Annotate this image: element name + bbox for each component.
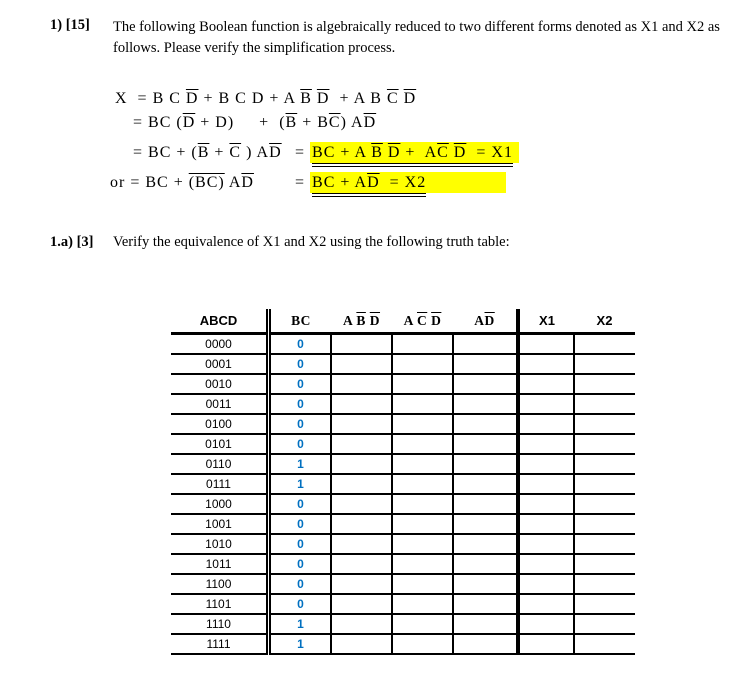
- abcd-cell-1010: 1010: [171, 534, 269, 554]
- x2-cell-0111: [574, 474, 635, 494]
- x2-cell-0101: [574, 434, 635, 454]
- table-row-0001: [171, 354, 635, 374]
- overline-term: $\overline{D}$: [367, 174, 380, 191]
- bc-cell-1101: 0: [269, 594, 332, 614]
- equation-line-3-part-0: = BC + ($\overline{B} + \overline{C}$ ) $A\overline{D}$: [133, 144, 282, 161]
- table-row-0000: [171, 334, 635, 355]
- a-bbar-dbar-term-cell-0101: [331, 434, 392, 454]
- double-underline: BC + $A\overline{D} = X2$: [312, 174, 426, 197]
- a-dbar-term-cell-0101: [453, 434, 518, 454]
- x2-cell-1000: [574, 494, 635, 514]
- overline-term: $\overline{D}$: [453, 144, 467, 161]
- abcd-cell-0110: 0110: [171, 454, 269, 474]
- a-cbar-dbar-term-cell-1100: [392, 574, 453, 594]
- a-bbar-dbar-term-cell-0010: [331, 374, 392, 394]
- table-row-0110: [171, 454, 635, 474]
- table-row-1010: [171, 534, 635, 554]
- a-bbar-dbar-term-cell-0000: [331, 334, 392, 355]
- a-dbar-term-cell-0010: [453, 374, 518, 394]
- x1-cell-1011: [518, 554, 574, 574]
- a-cbar-dbar-term-cell-0100: [392, 414, 453, 434]
- overline-term: $\overline{B}$: [285, 114, 298, 131]
- abcd-cell-0001: 0001: [171, 354, 269, 374]
- x2-cell-0010: [574, 374, 635, 394]
- a-bbar-dbar-term-column-header: A $\overline{B}$ $\overline{D}$: [331, 309, 392, 334]
- abcd-cell-0000: 0000: [171, 334, 269, 355]
- truth-table-header-row: [171, 309, 635, 334]
- a-dbar-term-cell-0001: [453, 354, 518, 374]
- x2-cell-0011: [574, 394, 635, 414]
- subproblem-statement: Verify the equivalence of X1 and X2 using the following truth table:: [113, 234, 510, 250]
- abcd-cell-0100: 0100: [171, 414, 269, 434]
- equation-line-4: [110, 174, 506, 192]
- overline-term: $\overline{B}$: [197, 144, 210, 161]
- a-dbar-term-cell-1000: [453, 494, 518, 514]
- bc-cell-1111: 1: [269, 634, 332, 654]
- overline-term: $\overline{B}$: [300, 90, 312, 107]
- overline-term: $\overline{C}$: [417, 312, 428, 328]
- x1-cell-1110: [518, 614, 574, 634]
- overline-term: $\overline{D}$: [185, 90, 199, 107]
- a-bbar-dbar-term-cell-1000: [331, 494, 392, 514]
- a-cbar-dbar-term-cell-1001: [392, 514, 453, 534]
- x2-cell-1100: [574, 574, 635, 594]
- overline-term: $\overline{D}$: [316, 90, 330, 107]
- a-cbar-dbar-term-cell-0010: [392, 374, 453, 394]
- table-row-0100: [171, 414, 635, 434]
- a-dbar-term-cell-0011: [453, 394, 518, 414]
- x1-cell-1100: [518, 574, 574, 594]
- bc-column-header: BC: [269, 309, 332, 334]
- a-cbar-dbar-term-cell-0111: [392, 474, 453, 494]
- a-dbar-term-column-header: $A\overline{D}$: [453, 309, 518, 334]
- overline-term: $\overline{D}$: [363, 114, 377, 131]
- subproblem-number: 1.a) [3]: [50, 234, 94, 250]
- x1-cell-0110: [518, 454, 574, 474]
- x2-column-header: X2: [574, 309, 635, 334]
- equation-line-3-part-1: =: [295, 144, 311, 161]
- overline-term: $\overline{B}$: [371, 144, 383, 161]
- bc-cell-1010: 0: [269, 534, 332, 554]
- a-bbar-dbar-term-cell-1110: [331, 614, 392, 634]
- abcd-cell-1101: 1101: [171, 594, 269, 614]
- equation-line-2-part-0: = BC $(\overline{D} + D)$ + $(\overline{B} + B\overline{C})$ $A\overline{D}$: [133, 114, 377, 131]
- a-dbar-term-cell-0100: [453, 414, 518, 434]
- overline-term: $\overline{D}$: [369, 312, 381, 328]
- x1-cell-0101: [518, 434, 574, 454]
- overline-term: $\overline{D}$: [269, 144, 282, 161]
- a-dbar-term-cell-1110: [453, 614, 518, 634]
- a-dbar-term-cell-1111: [453, 634, 518, 654]
- x2-cell-0100: [574, 414, 635, 434]
- abcd-cell-0011: 0011: [171, 394, 269, 414]
- overline-term: (BC): [188, 174, 225, 191]
- a-cbar-dbar-term-cell-0101: [392, 434, 453, 454]
- a-bbar-dbar-term-cell-0001: [331, 354, 392, 374]
- table-row-1011: [171, 554, 635, 574]
- x1-cell-0011: [518, 394, 574, 414]
- overline-term: $\overline{B}$: [356, 312, 366, 328]
- abcd-cell-0111: 0111: [171, 474, 269, 494]
- a-bbar-dbar-term-cell-1001: [331, 514, 392, 534]
- a-cbar-dbar-term-cell-1000: [392, 494, 453, 514]
- a-dbar-term-cell-0111: [453, 474, 518, 494]
- x2-cell-1011: [574, 554, 635, 574]
- abcd-cell-1110: 1110: [171, 614, 269, 634]
- overline-term: $\overline{D}$: [387, 144, 401, 161]
- overline-term: $\overline{D}$: [182, 114, 196, 131]
- a-dbar-term-cell-1101: [453, 594, 518, 614]
- abcd-cell-1000: 1000: [171, 494, 269, 514]
- a-cbar-dbar-term-cell-1110: [392, 614, 453, 634]
- bc-cell-1011: 0: [269, 554, 332, 574]
- x2-cell-0000: [574, 334, 635, 355]
- overline-term: $\overline{D}$: [403, 90, 417, 107]
- a-bbar-dbar-term-cell-1111: [331, 634, 392, 654]
- equation-line-2: [133, 114, 376, 132]
- x1-cell-0010: [518, 374, 574, 394]
- table-row-0111: [171, 474, 635, 494]
- overline-term: $\overline{C}$: [328, 114, 341, 131]
- overline-term: $\overline{D}$: [241, 174, 254, 191]
- bc-cell-1110: 1: [269, 614, 332, 634]
- abcd-cell-1100: 1100: [171, 574, 269, 594]
- table-row-1000: [171, 494, 635, 514]
- a-dbar-term-cell-0110: [453, 454, 518, 474]
- table-row-1110: [171, 614, 635, 634]
- x1-cell-0111: [518, 474, 574, 494]
- a-bbar-dbar-term-cell-1101: [331, 594, 392, 614]
- a-cbar-dbar-term-cell-0011: [392, 394, 453, 414]
- bc-cell-1100: 0: [269, 574, 332, 594]
- x1-column-header: X1: [518, 309, 574, 334]
- x2-cell-1001: [574, 514, 635, 534]
- x1-cell-1010: [518, 534, 574, 554]
- table-row-1001: [171, 514, 635, 534]
- table-row-1100: [171, 574, 635, 594]
- a-bbar-dbar-term-cell-1100: [331, 574, 392, 594]
- x1-cell-1101: [518, 594, 574, 614]
- a-cbar-dbar-term-cell-1010: [392, 534, 453, 554]
- bc-cell-1000: 0: [269, 494, 332, 514]
- a-dbar-term-cell-0000: [453, 334, 518, 355]
- x2-cell-1110: [574, 614, 635, 634]
- abcd-cell-0010: 0010: [171, 374, 269, 394]
- table-row-0011: [171, 394, 635, 414]
- overline-term: $\overline{D}$: [431, 312, 442, 328]
- abcd-column-header: ABCD: [171, 309, 269, 334]
- bc-cell-0111: 1: [269, 474, 332, 494]
- a-bbar-dbar-term-cell-0011: [331, 394, 392, 414]
- x2-cell-0110: [574, 454, 635, 474]
- a-dbar-term-cell-1010: [453, 534, 518, 554]
- a-cbar-dbar-term-cell-1101: [392, 594, 453, 614]
- a-bbar-dbar-term-cell-1010: [331, 534, 392, 554]
- equation-line-1: [115, 90, 416, 108]
- abcd-cell-1001: 1001: [171, 514, 269, 534]
- overline-term: $\overline{D}$: [484, 312, 495, 328]
- x1-cell-1001: [518, 514, 574, 534]
- equation-line-4-part-1: =: [295, 174, 311, 191]
- a-dbar-term-cell-1100: [453, 574, 518, 594]
- equation-line-4-part-0: or = BC + (BC) $A\overline{D}$: [110, 174, 254, 191]
- x1-cell-1111: [518, 634, 574, 654]
- x2-cell-1010: [574, 534, 635, 554]
- x1-highlight: [310, 142, 519, 163]
- problem-statement: The following Boolean function is algebraically reduced to two different forms denoted as X1 and X2 as follows. Please verify the simplification process.: [113, 19, 720, 56]
- abcd-cell-1111: 1111: [171, 634, 269, 654]
- a-cbar-dbar-term-cell-1111: [392, 634, 453, 654]
- bc-cell-0010: 0: [269, 374, 332, 394]
- bc-cell-0110: 1: [269, 454, 332, 474]
- bc-cell-0001: 0: [269, 354, 332, 374]
- table-row-0010: [171, 374, 635, 394]
- x2-cell-1101: [574, 594, 635, 614]
- a-dbar-term-cell-1001: [453, 514, 518, 534]
- equation-line-1-part-0: X = B C $\overline{D} + B$ C D + A $\overline{B}$ $\overline{D} + A$ B $\overline{C}$ $\overline{D}$: [115, 90, 417, 107]
- a-bbar-dbar-term-cell-1011: [331, 554, 392, 574]
- overline-term: $\overline{C}$: [437, 144, 449, 161]
- equation-line-3: [133, 144, 519, 162]
- double-underline: BC + A $\overline{B}$ $\overline{D} + A\overline{C}$ $\overline{D} = X1$: [312, 144, 513, 167]
- bc-cell-0011: 0: [269, 394, 332, 414]
- bc-cell-1001: 0: [269, 514, 332, 534]
- truth-table: [171, 309, 635, 655]
- a-bbar-dbar-term-cell-0111: [331, 474, 392, 494]
- a-cbar-dbar-term-cell-1011: [392, 554, 453, 574]
- a-bbar-dbar-term-cell-0100: [331, 414, 392, 434]
- x2-highlight: [310, 172, 506, 193]
- overline-term: $\overline{C}$: [229, 144, 242, 161]
- a-cbar-dbar-term-cell-0110: [392, 454, 453, 474]
- x1-cell-0000: [518, 334, 574, 355]
- bc-cell-0101: 0: [269, 434, 332, 454]
- x1-cell-0001: [518, 354, 574, 374]
- x1-cell-1000: [518, 494, 574, 514]
- a-bbar-dbar-term-cell-0110: [331, 454, 392, 474]
- a-cbar-dbar-term-cell-0000: [392, 334, 453, 355]
- x1-cell-0100: [518, 414, 574, 434]
- a-dbar-term-cell-1011: [453, 554, 518, 574]
- bc-cell-0100: 0: [269, 414, 332, 434]
- overline-term: $\overline{C}$: [386, 90, 399, 107]
- x2-cell-0001: [574, 354, 635, 374]
- x2-cell-1111: [574, 634, 635, 654]
- a-cbar-dbar-term-cell-0001: [392, 354, 453, 374]
- a-cbar-dbar-term-column-header: A $\overline{C}$ $\overline{D}$: [392, 309, 453, 334]
- truth-table-body: [171, 334, 635, 655]
- table-row-1111: [171, 634, 635, 654]
- abcd-cell-0101: 0101: [171, 434, 269, 454]
- abcd-cell-1011: 1011: [171, 554, 269, 574]
- table-row-0101: [171, 434, 635, 454]
- problem-number: 1) [15]: [50, 17, 90, 33]
- table-row-1101: [171, 594, 635, 614]
- bc-cell-0000: 0: [269, 334, 332, 355]
